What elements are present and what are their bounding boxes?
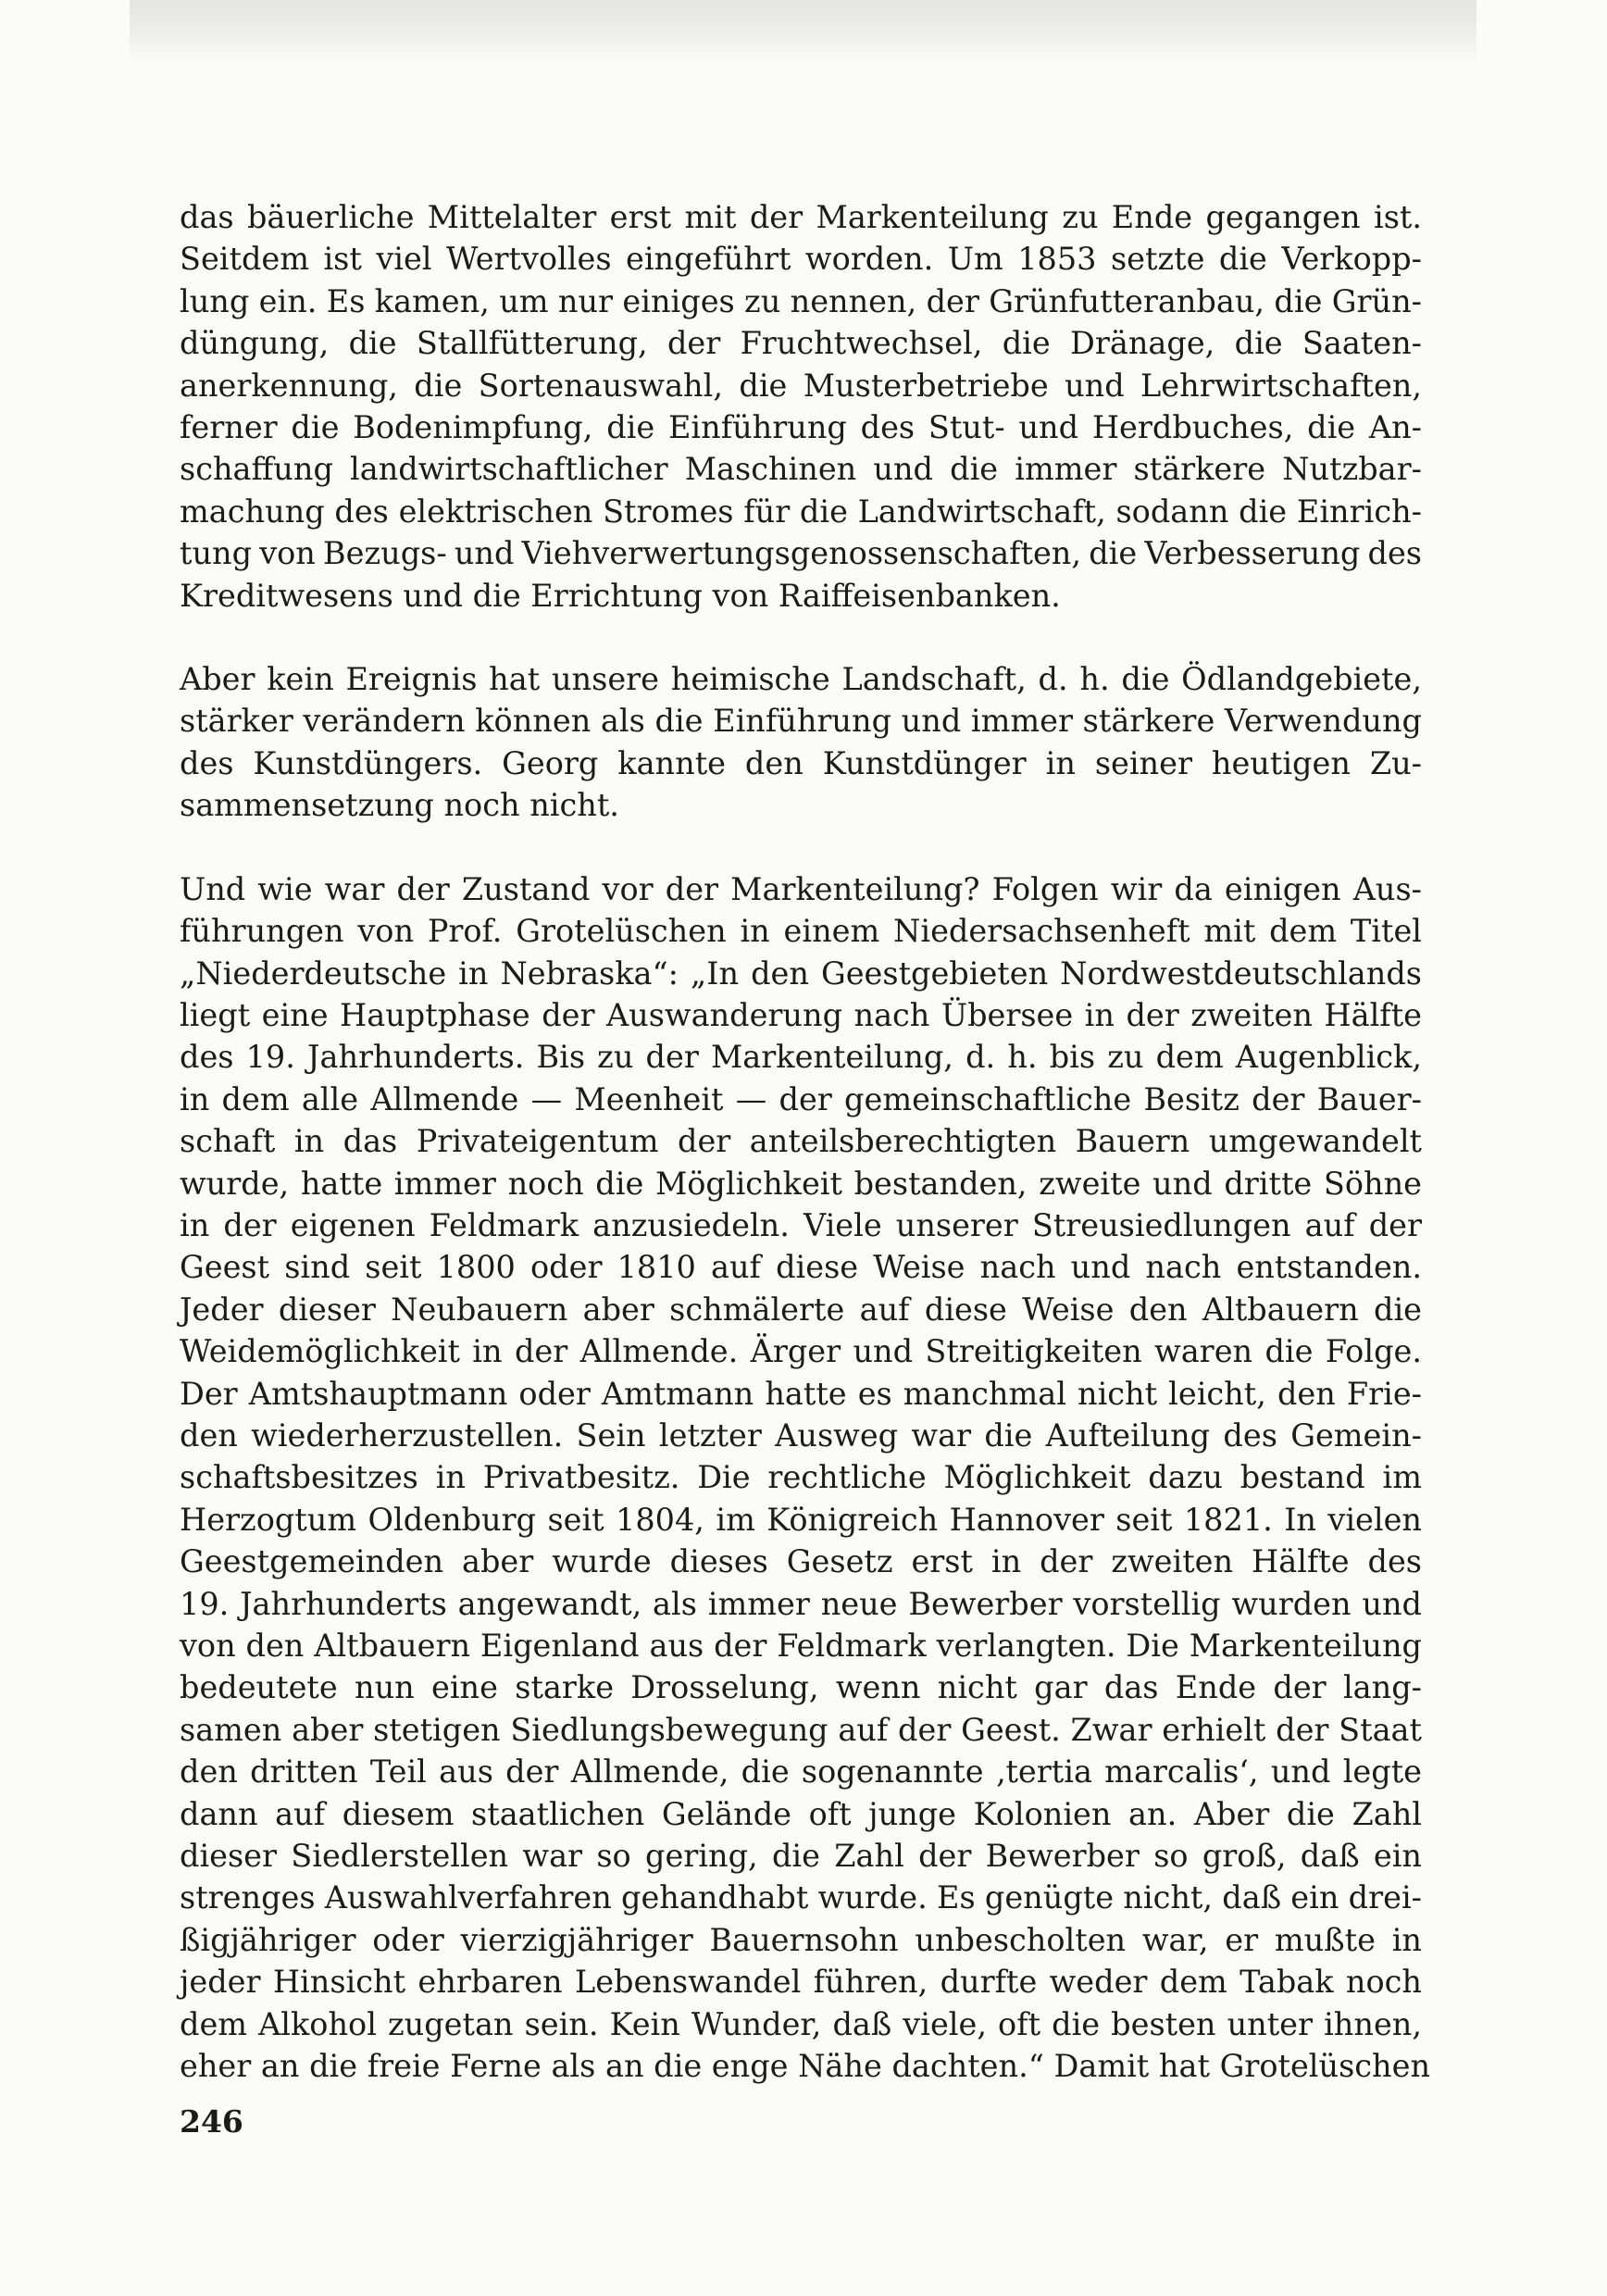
text-line: Seitdem ist viel Wertvolles eingeführt worden. Um 1853 setzte die Verkopp- — [180, 241, 1422, 278]
body-text — [180, 196, 1431, 2128]
text-line: des 19. Jahrhunderts. Bis zu der Markenteilung, d. h. bis zu dem Augenblick, — [180, 1039, 1422, 1076]
text-line: stärker verändern können als die Einführung und immer stärkere Verwendung — [180, 703, 1422, 740]
text-line: lung ein. Es kamen, um nur einiges zu nennen, der Grünfutteranbau, die Grün- — [180, 282, 1422, 319]
text-line: dieser Siedlerstellen war so gering, die Zahl der Bewerber so groß, daß ein — [180, 1838, 1422, 1875]
text-line: dem Alkohol zugetan sein. Kein Wunder, daß viele, oft die besten unter ihnen, — [180, 2005, 1422, 2042]
text-line: Aber kein Ereignis hat unsere heimische Landschaft, d. h. die Ödlandgebiete, — [180, 661, 1422, 698]
text-line: anerkennung, die Sortenauswahl, die Musterbetriebe und Lehrwirtschaften, — [180, 367, 1422, 404]
text-line: Jeder dieser Neubauern aber schmälerte auf diese Weise den Altbauern die — [180, 1291, 1422, 1328]
page-number: 246 — [180, 2103, 243, 2140]
text-line: wurde, hatte immer noch die Möglichkeit bestanden, zweite und dritte Söhne — [180, 1165, 1422, 1202]
text-line: des Kunstdüngers. Georg kannte den Kunstdünger in seiner heutigen Zu- — [180, 744, 1422, 781]
text-line: Kreditwesens und die Errichtung von Raiffeisenbanken. — [180, 577, 1061, 614]
text-line: in dem alle Allmende — Meenheit — der gemeinschaftliche Besitz der Bauer- — [180, 1080, 1422, 1117]
text-line: Herzogtum Oldenburg seit 1804, im Königreich Hannover seit 1821. In vielen — [180, 1501, 1422, 1538]
text-line: den wiederherzustellen. Sein letzter Ausweg war die Aufteilung des Gemein- — [180, 1416, 1422, 1454]
text-line: machung des elektrischen Stromes für die Landwirtschaft, sodann die Einrich- — [180, 493, 1422, 530]
paragraph-2 — [180, 658, 1422, 827]
text-line: tung von Bezugs- und Viehverwertungsgenossenschaften, die Verbesserung des — [180, 535, 1422, 572]
text-line: dann auf diesem staatlichen Gelände oft junge Kolonien an. Aber die Zahl — [180, 1795, 1422, 1832]
text-line: führungen von Prof. Grotelüschen in einem Niedersachsenheft mit dem Titel — [180, 913, 1422, 950]
text-line: schaftsbesitzes in Privatbesitz. Die rechtliche Möglichkeit dazu bestand im — [180, 1459, 1422, 1496]
text-line: bedeutete nun eine starke Drosselung, wenn nicht gar das Ende der lang- — [180, 1669, 1422, 1706]
text-line: liegt eine Hauptphase der Auswanderung nach Übersee in der zweiten Hälfte — [180, 996, 1422, 1033]
text-line: Weidemöglichkeit in der Allmende. Ärger und Streitigkeiten waren die Folge. — [180, 1333, 1422, 1370]
paragraph-3 — [180, 868, 1431, 2088]
text-line: Geest sind seit 1800 oder 1810 auf diese Weise nach und nach entstanden. — [180, 1249, 1422, 1286]
text-line: samen aber stetigen Siedlungsbewegung auf der Geest. Zwar erhielt der Staat — [180, 1711, 1422, 1748]
text-line: jeder Hinsicht ehrbaren Lebenswandel führen, durfte weder dem Tabak noch — [180, 1964, 1422, 2001]
text-line: ßigjähriger oder vierzigjähriger Bauernsohn unbescholten war, er mußte in — [180, 1921, 1422, 1958]
text-line: „Niederdeutsche in Nebraska“: „In den Geestgebieten Nordwestdeutschlands — [180, 955, 1422, 992]
text-line: eher an die freie Ferne als an die enge Nähe dachten.“ Damit hat Grotelüschen — [180, 2048, 1431, 2085]
text-line: sammensetzung noch nicht. — [180, 787, 619, 824]
text-line: in der eigenen Feldmark anzusiedeln. Viele unserer Streusiedlungen auf der — [180, 1206, 1422, 1243]
text-line: Und wie war der Zustand vor der Markenteilung? Folgen wir da einigen Aus- — [180, 870, 1422, 907]
text-line: schaffung landwirtschaftlicher Maschinen und die immer stärkere Nutzbar- — [180, 451, 1422, 488]
text-line: den dritten Teil aus der Allmende, die sogenannte ‚tertia marcalis‘, und legte — [180, 1753, 1422, 1791]
text-line: Der Amtshauptmann oder Amtmann hatte es manchmal nicht leicht, den Frie- — [180, 1375, 1422, 1412]
text-line: düngung, die Stallfütterung, der Fruchtwechsel, die Dränage, die Saaten- — [180, 325, 1422, 362]
text-line: ferner die Bodenimpfung, die Einführung des Stut- und Herdbuches, die An- — [180, 409, 1422, 446]
text-line: 19. Jahrhunderts angewandt, als immer neue Bewerber vorstellig wurden und — [180, 1585, 1422, 1622]
text-line: das bäuerliche Mittelalter erst mit der Markenteilung zu Ende gegangen ist. — [180, 199, 1422, 235]
text-line: schaft in das Privateigentum der anteilsberechtigten Bauern umgewandelt — [180, 1123, 1422, 1160]
scan-shadow-band — [130, 0, 1476, 65]
text-line: Geestgemeinden aber wurde dieses Gesetz erst in der zweiten Hälfte des — [180, 1543, 1422, 1580]
paragraph-1 — [180, 196, 1422, 617]
text-line: strenges Auswahlverfahren gehandhabt wurde. Es genügte nicht, daß ein drei- — [180, 1879, 1422, 1916]
text-line: von den Altbauern Eigenland aus der Feldmark verlangten. Die Markenteilung — [180, 1628, 1422, 1664]
